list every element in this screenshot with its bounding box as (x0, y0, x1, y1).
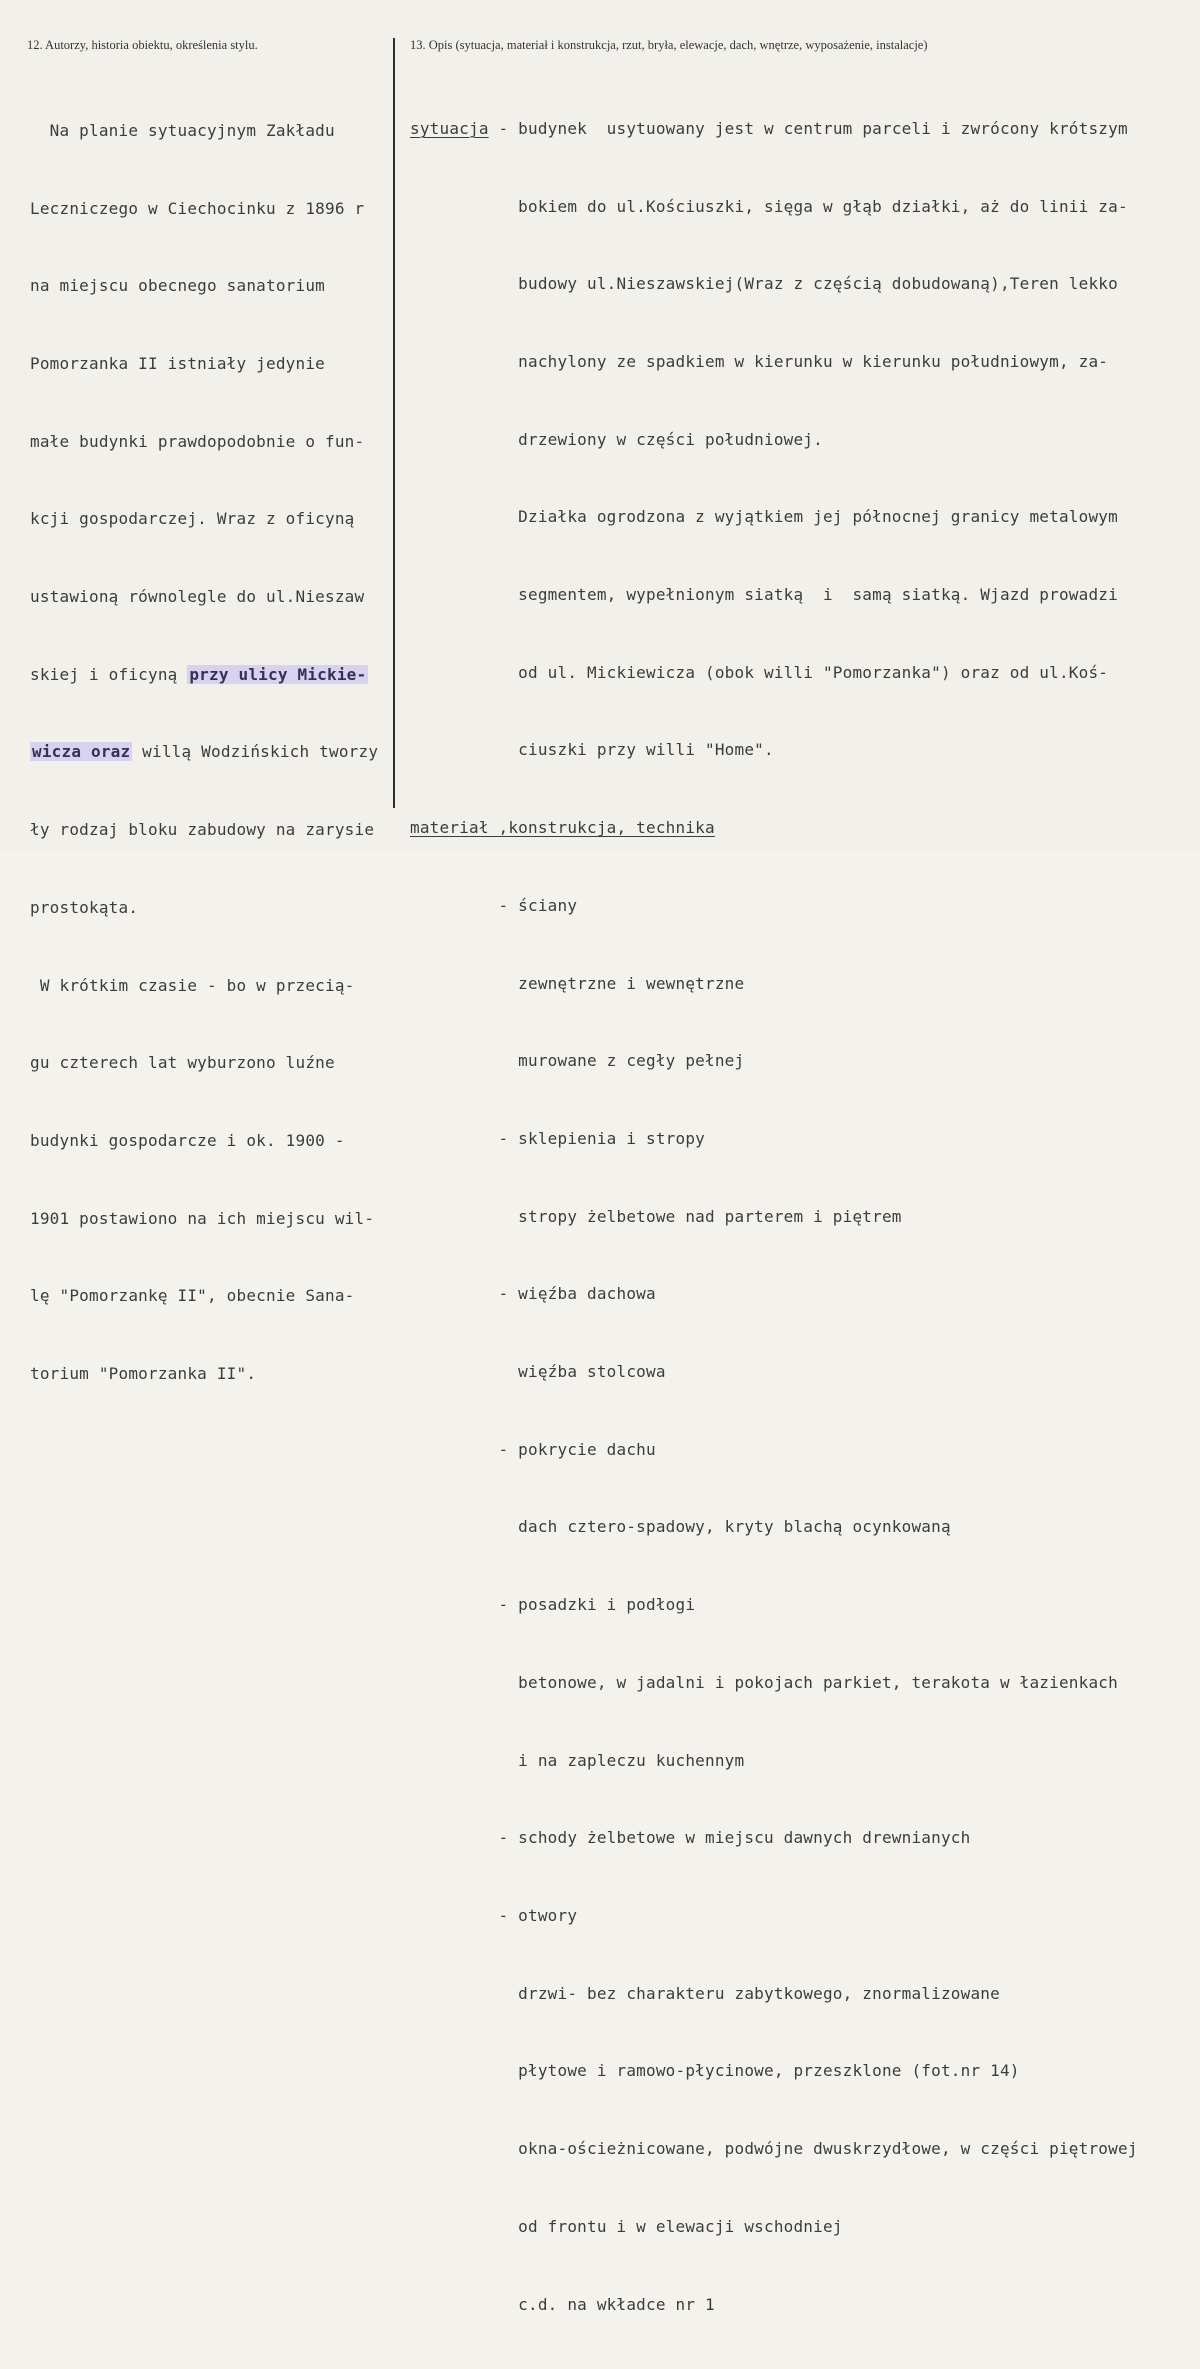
text-line: więźba stolcowa (410, 1362, 666, 1382)
text-line: betonowe, w jadalni i pokojach parkiet, terakota w łazienkach (410, 1672, 1118, 1692)
section-12-header: 12. Autorzy, historia obiektu, określenia stylu. (27, 38, 258, 52)
text-line: i na zapleczu kuchennym (410, 1750, 745, 1770)
highlighted-text: wicza oraz (32, 742, 131, 762)
text-line: - schody żelbetowe w miejscu dawnych drewnianych (410, 1828, 971, 1848)
text-line: drzewiony w części południowej. (410, 429, 823, 449)
text-fragment: skiej i oficyną (30, 664, 188, 684)
text-line: kcji gospodarczej. Wraz z oficyną (30, 509, 355, 529)
sytuacja-heading: sytuacja (410, 118, 489, 138)
text-line: od ul. Mickiewicza (obok willi "Pomorzanka") oraz od ul.Koś- (410, 662, 1109, 682)
text-line: - sklepienia i stropy (410, 1128, 705, 1148)
text-line: stropy żelbetowe nad parterem i piętrem (410, 1206, 902, 1226)
text-line: - ściany (410, 895, 578, 915)
text-line: W krótkim czasie - bo w przecią- (30, 975, 355, 995)
text-line: segmentem, wypełnionym siatką i samą siatką. Wjazd prowadzi (410, 585, 1118, 605)
column-divider (393, 38, 395, 808)
text-line: Leczniczego w Ciechocinku z 1896 r (30, 198, 365, 218)
text-line: lę "Pomorzankę II", obecnie Sana- (30, 1286, 355, 1306)
text-line: małe budynki prawdopodobnie o fun- (30, 431, 365, 451)
text-line: dach cztero-spadowy, kryty blachą ocynkowaną (410, 1517, 951, 1537)
text-line: budowy ul.Nieszawskiej(Wraz z częścią dobudowaną),Teren lekko (410, 274, 1118, 294)
text-line: ciuszki przy willi "Home". (410, 740, 774, 760)
text-line: - posadzki i podłogi (410, 1595, 696, 1615)
section-13-header: 13. Opis (sytuacja, materiał i konstrukcja, rzut, bryła, elewacje, dach, wnętrze, wyposażenie, instalacje) (410, 38, 928, 52)
text-fragment: willą Wodzińskich tworzy (132, 742, 379, 762)
text-line: płytowe i ramowo-płycinowe, przeszklone (fot.nr 14) (410, 2061, 1020, 2081)
text-line: budynki gospodarcze i ok. 1900 - (30, 1130, 345, 1150)
text-line: Działka ogrodzona z wyjątkiem jej północnej granicy metalowym (410, 507, 1118, 527)
text-line: - otwory (410, 1905, 578, 1925)
text-line: Na planie sytuacyjnym Zakładu (30, 120, 335, 140)
text-line: na miejscu obecnego sanatorium (30, 276, 325, 296)
text-fragment: - budynek usytuowany jest w centrum parceli i zwrócony krótszym (488, 118, 1128, 138)
highlighted-text: przy ulicy Mickie- (189, 664, 367, 684)
description-text (410, 64, 1190, 2369)
material-heading: materiał ,konstrukcja, technika (410, 818, 715, 838)
text-line: nachylony ze spadkiem w kierunku w kierunku południowym, za- (410, 351, 1109, 371)
text-line: prostokąta. (30, 897, 139, 917)
text-line: c.d. na wkładce nr 1 (410, 2294, 715, 2314)
text-line: Pomorzanka II istniały jedynie (30, 353, 325, 373)
text-line: 1901 postawiono na ich miejscu wil- (30, 1208, 375, 1228)
text-line: murowane z cegły pełnej (410, 1051, 745, 1071)
text-line (410, 116, 1190, 142)
text-line (410, 815, 1190, 841)
text-line: gu czterech lat wyburzono luźne (30, 1053, 335, 1073)
text-line: ustawioną równolegle do ul.Nieszaw (30, 587, 365, 607)
text-line: ły rodzaj bloku zabudowy na zarysie (30, 820, 375, 840)
text-line: - więźba dachowa (410, 1284, 656, 1304)
text-line: bokiem do ul.Kościuszki, sięga w głąb działki, aż do linii za- (410, 196, 1128, 216)
text-line: okna-ościeżnicowane, podwójne dwuskrzydłowe, w części piętrowej (410, 2139, 1138, 2159)
text-line: drzwi- bez charakteru zabytkowego, znormalizowane (410, 1983, 1000, 2003)
text-line: torium "Pomorzanka II". (30, 1364, 257, 1384)
text-line: od frontu i w elewacji wschodniej (410, 2216, 843, 2236)
text-line (30, 662, 390, 688)
text-line: - pokrycie dachu (410, 1439, 656, 1459)
history-text (30, 66, 390, 1439)
text-line (30, 739, 390, 765)
text-line: zewnętrzne i wewnętrzne (410, 973, 745, 993)
